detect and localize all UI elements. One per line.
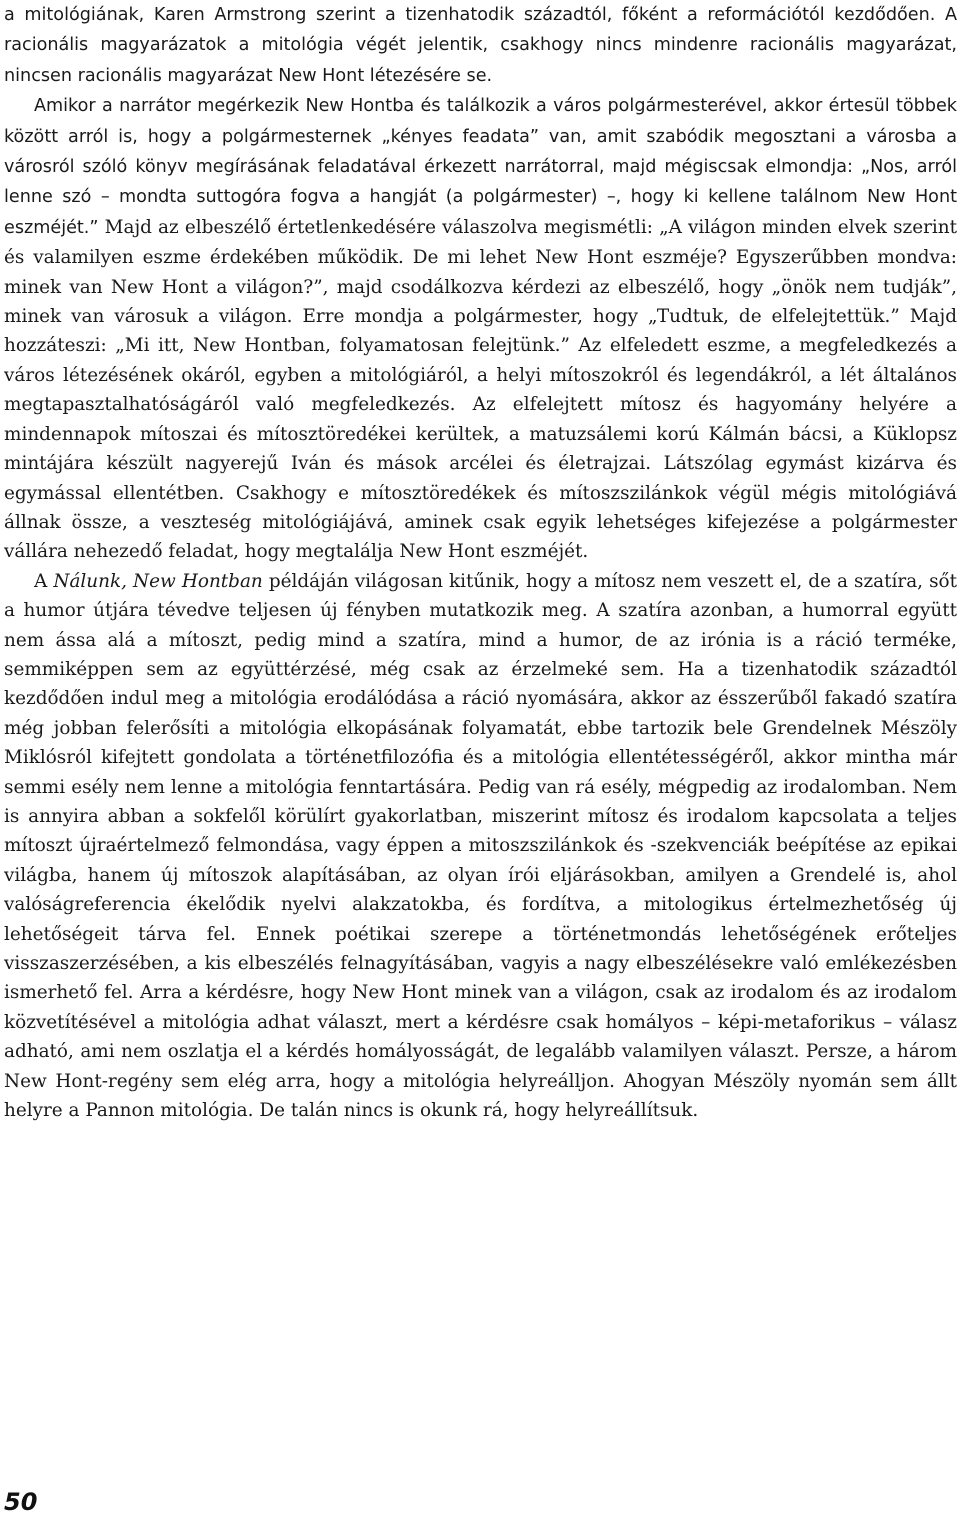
paragraph-3 — [4, 567, 957, 1126]
paragraph-3-text-lead: A — [34, 570, 54, 592]
paragraph-1-text: a mitológiának, Karen Armstrong szerint a tizenhatodik századtól, főként a reformációtól kezdődően. A racionális magyarázatok a mitológia végét jelentik, csakhogy nincs mindenre racionális magyarázat, nincsen racionális magyarázat New Hont létezésére se. — [4, 5, 957, 86]
document-body — [4, 0, 957, 1125]
paragraph-2 — [4, 91, 957, 567]
paragraph-3-text-body: példáján világosan kitűnik, hogy a mítosz nem veszett el, de a szatíra, sőt a humor útjára tévedve teljesen új fényben mutatkozik meg. A szatíra azonban, a humorral együtt nem ássa alá a mítoszt, pedig mind a szatíra, mind a humor, de az irónia is a ráció terméke, semmiképpen sem az együttérzésé, még csak az érzelmeké sem. Ha a tizenhatodik századtól kezdődően indul meg a mitológia erodálódása a ráció nyomására, akkor az ésszerűből fakadó szatíra még jobban felerősíti a mitológia elkopásának folyamatát, ebbe tartozik bele Grendelnek Mészöly Miklósról kifejtett gondolata a történetfilozófia és a mitológia ellentétességéről, akkor mintha már semmi esély nem lenne a mitológia fenntartására. Pedig van rá esély, mégpedig az irodalomban. Nem is annyira abban a sokfelől körülírt gyakorlatban, miszerint mítosz és irodalom kapcsolata a teljes mítoszt újraértelmező felmondása, vagy éppen a mitoszszilánkok és -szekvenciák beépítése az epikai világba, hanem új mítoszok alapításában, az olyan írói eljárásokban, amilyen a Grendelé is, ahol valóságreferencia ékelődik nyelvi alakzatokba, és fordítva, a mitologikus értelmezhetőség új lehetőségeit tárva fel. Ennek poétikai szerepe a történetmondás lehetőségének erőteljes visszaszerzésében, a kis elbeszélés felnagyításában, vagyis a nagy elbeszélésekre való emlékezésben ismerhető fel. Arra a kérdésre, hogy New Hont minek van a világon, csak az irodalom és az irodalom közvetítésével a mitológia adhat választ, mert a kérdésre csak homályos – képi-metaforikus – válasz adható, ami nem oszlatja el a kérdés homályosságát, de legalább valamilyen választ. Persze, a három New Hont-regény sem elég arra, hogy a mitológia helyreálljon. Ahogyan Mészöly nyomán sem állt helyre a Pannon mitológia. De talán nincs is okunk rá, hogy helyreállítsuk. — [4, 570, 957, 1122]
page-number: 50 — [4, 1488, 38, 1516]
book-title-italic: Nálunk, New Hontban — [53, 570, 263, 592]
paragraph-2-text-sans: Amikor a narrátor megérkezik New Hontba és találkozik a város polgármesterével, akkor értesül többek között arról is, hogy a polgármesternek „kényes feadata” van, amit szabódik megosztani a városba a városról szóló könyv megírásának feladatával érkezett narrátorral, majd mégiscsak elmondja: „Nos, arról lenne szó – mondta suttogóra fogva a hangját (a polgármester) –, hogy ki kellene találnom New Hont eszméjét.” — [4, 96, 957, 238]
paragraph-2-text-serif: Majd az elbeszélő értetlenkedésére válaszolva megismétli: „A világon minden elvek szerint és valamilyen eszme érdekében működik. De mi lehet New Hont eszméje? Egyszerűbben mondva: minek van New Hont a világon?”, majd csodálkozva kérdezi az elbeszélő, hogy „önök nem tudják”, minek van városuk a világon. Erre mondja a polgármester, hogy „Tudtuk, de elfelejtettük.” Majd hozzáteszi: „Mi itt, New Hontban, folyamatosan felejtünk.” Az elfeledett eszme, a megfeledkezés a város létezésének okáról, egyben a mitológiáról, a helyi mítoszokról és legendákról, a lét általános megtapasztalhatóságáról való megfeledkezés. Az elfelejtett mítosz és hagyomány helyére a mindennapok mítoszai és mítosztöredékei kerültek, a matuzsálemi korú Kálmán bácsi, a Küklopsz mintájára készült nagyerejű Iván és mások arcélei és életrajzai. Látszólag egymást kizárva és egymással ellentétben. Csakhogy e mítosztöredékek és mítoszszilánkok végül mégis mitológiává állnak össze, a veszteség mitológiájává, aminek csak egyik lehetséges kifejezése a polgármester vállára nehezedő feladat, hogy megtalálja New Hont eszméjét. — [4, 216, 957, 563]
paragraph-1 — [4, 0, 957, 91]
